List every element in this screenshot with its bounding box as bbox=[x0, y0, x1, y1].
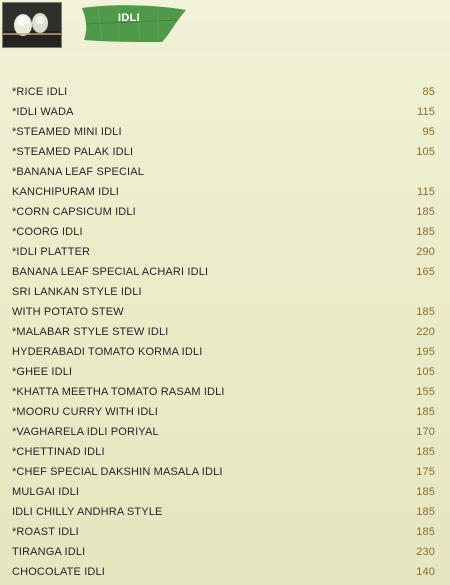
menu-item-price: 195 bbox=[416, 346, 435, 358]
menu-item bbox=[12, 262, 438, 282]
menu-item-price: 170 bbox=[416, 426, 435, 438]
menu-item bbox=[12, 402, 438, 422]
menu-item bbox=[12, 102, 438, 122]
menu-item-name: *GHEE IDLI bbox=[12, 366, 73, 378]
menu-item bbox=[12, 222, 438, 242]
menu-item-name: *ROAST IDLI bbox=[12, 526, 79, 538]
menu-item-price: 95 bbox=[422, 126, 435, 138]
menu-item-price: 185 bbox=[416, 446, 435, 458]
menu-item-name: *CHETTINAD IDLI bbox=[12, 446, 105, 458]
menu-item-name: *MOORU CURRY WITH IDLI bbox=[12, 406, 158, 418]
menu-item bbox=[12, 462, 438, 482]
menu-item-price: 185 bbox=[416, 226, 435, 238]
menu-item-name: HYDERABADI TOMATO KORMA IDLI bbox=[12, 346, 203, 358]
menu-item-name: KANCHIPURAM IDLI bbox=[12, 186, 119, 198]
menu-item-price: 185 bbox=[416, 306, 435, 318]
banana-leaf-banner bbox=[78, 2, 188, 46]
menu-item-price: 115 bbox=[417, 106, 435, 118]
menu-item-name: *CHEF SPECIAL DAKSHIN MASALA IDLI bbox=[12, 466, 223, 478]
idli-plate-photo bbox=[2, 2, 62, 48]
menu-item-name: *VAGHARELA IDLI PORIYAL bbox=[12, 426, 159, 438]
menu-item-name: BANANA LEAF SPECIAL ACHARI IDLI bbox=[12, 266, 209, 278]
menu-item bbox=[12, 282, 438, 302]
menu-item bbox=[12, 482, 438, 502]
menu-item-name: *COORG IDLI bbox=[12, 226, 83, 238]
menu-item bbox=[12, 382, 438, 402]
menu-item bbox=[12, 122, 438, 142]
menu-item-name: *RICE IDLI bbox=[12, 86, 68, 98]
menu-item-price: 105 bbox=[416, 366, 435, 378]
menu-item bbox=[12, 202, 438, 222]
menu-item-name: *CORN CAPSICUM IDLI bbox=[12, 206, 136, 218]
menu-item bbox=[12, 182, 438, 202]
menu-item bbox=[12, 82, 438, 102]
menu-item-price: 185 bbox=[416, 486, 435, 498]
menu-item bbox=[12, 142, 438, 162]
menu-item-price: 185 bbox=[416, 526, 435, 538]
menu-item bbox=[12, 302, 438, 322]
menu-item-name: *IDLI WADA bbox=[12, 106, 74, 118]
menu-item-name: *KHATTA MEETHA TOMATO RASAM IDLI bbox=[12, 386, 225, 398]
menu-item bbox=[12, 362, 438, 382]
menu-item-name: *BANANA LEAF SPECIAL bbox=[12, 166, 144, 178]
menu-item-price: 220 bbox=[416, 326, 435, 338]
menu-item-name: *MALABAR STYLE STEW IDLI bbox=[12, 326, 169, 338]
menu-item-price: 140 bbox=[416, 566, 435, 578]
menu-item bbox=[12, 442, 438, 462]
menu-item-name: MULGAI IDLI bbox=[12, 486, 80, 498]
menu-item-price: 185 bbox=[416, 406, 435, 418]
menu-item-name: *STEAMED PALAK IDLI bbox=[12, 146, 134, 158]
section-header bbox=[0, 0, 450, 52]
menu-item-name: CHOCOLATE IDLI bbox=[12, 566, 105, 578]
menu-item bbox=[12, 542, 438, 562]
menu-item-name: TIRANGA IDLI bbox=[12, 546, 86, 558]
menu-item-price: 185 bbox=[416, 506, 435, 518]
menu-item-price: 175 bbox=[416, 466, 435, 478]
menu-item-price: 85 bbox=[422, 86, 435, 98]
menu-item bbox=[12, 342, 438, 362]
menu-item-name: *STEAMED MINI IDLI bbox=[12, 126, 122, 138]
menu-item-name: IDLI CHILLY ANDHRA STYLE bbox=[12, 506, 163, 518]
menu-item bbox=[12, 242, 438, 262]
section-title: IDLI bbox=[118, 12, 140, 24]
menu-item-price: 290 bbox=[416, 246, 435, 258]
menu-item-price: 185 bbox=[416, 206, 435, 218]
menu-list bbox=[12, 82, 438, 582]
menu-item bbox=[12, 162, 438, 182]
menu-item-price: 105 bbox=[416, 146, 435, 158]
menu-item bbox=[12, 502, 438, 522]
menu-item-price: 115 bbox=[417, 186, 435, 198]
menu-item bbox=[12, 562, 438, 582]
menu-item-price: 165 bbox=[416, 266, 435, 278]
menu-item-price: 155 bbox=[416, 386, 435, 398]
menu-item-name: *IDLI PLATTER bbox=[12, 246, 91, 258]
menu-item bbox=[12, 522, 438, 542]
menu-item bbox=[12, 422, 438, 442]
menu-item-price: 230 bbox=[416, 546, 435, 558]
menu-item-name: SRI LANKAN STYLE IDLI bbox=[12, 286, 142, 298]
menu-item bbox=[12, 322, 438, 342]
menu-item-name: WITH POTATO STEW bbox=[12, 306, 124, 318]
